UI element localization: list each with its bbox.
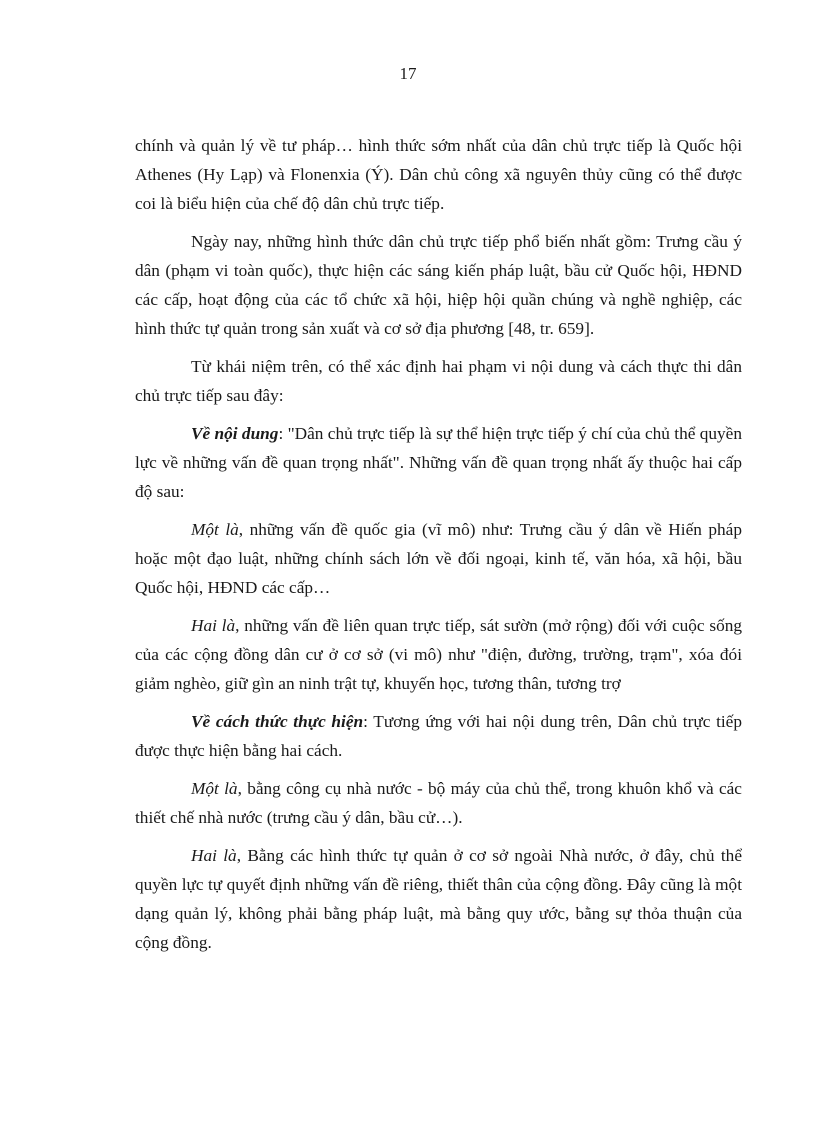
paragraph-lead: Về nội dung <box>191 424 279 443</box>
paragraph-first-method <box>135 774 742 832</box>
paragraph-scope-intro <box>135 352 742 410</box>
paragraph-text: , những vấn đề quốc gia (vĩ mô) như: Trưng cầu ý dân về Hiến pháp hoặc một đạo luật, những chính sách lớn về đối ngoại, kinh tế, văn hóa, xã hội, bầu Quốc hội, HĐND các cấp… <box>135 520 742 597</box>
paragraph-text: chính và quản lý về tư pháp… hình thức sớm nhất của dân chủ trực tiếp là Quốc hội Athenes (Hy Lạp) và Flonenxia (Ý). Dân chủ công xã nguyên thủy cũng có thể được coi là biểu hiện của chế độ dân chủ trực tiếp. <box>135 136 742 213</box>
paragraph-method-heading <box>135 707 742 765</box>
paragraph-text: , bằng công cụ nhà nước - bộ máy của chủ thể, trong khuôn khổ và các thiết chế nhà nước (trưng cầu ý dân, bầu cử…). <box>135 779 742 827</box>
paragraph-second-method <box>135 841 742 957</box>
paragraph-second-level <box>135 611 742 698</box>
paragraph-continuation <box>135 131 742 218</box>
paragraph-lead: Một là <box>191 520 239 539</box>
paragraph-lead: Một là <box>191 779 238 798</box>
paragraph-direct-democracy-forms <box>135 227 742 343</box>
paragraph-text: : Tương ứng với hai nội dung trên, Dân chủ trực tiếp được thực hiện bằng hai cách. <box>135 712 742 760</box>
paragraph-lead: Hai là <box>191 846 237 865</box>
paragraph-lead: Hai là <box>191 616 236 635</box>
paragraph-text: , những vấn đề liên quan trực tiếp, sát sườn (mở rộng) đối với cuộc sống của các cộng đồng dân cư ở cơ sở (vi mô) như "điện, đường, trường, trạm", xóa đói giảm nghèo, giữ gìn an ninh trật tự, khuyến học, tương thân, tương trợ <box>135 616 742 693</box>
paragraph-text: , Bằng các hình thức tự quản ở cơ sở ngoài Nhà nước, ở đây, chủ thể quyền lực tự quyết định những vấn đề riêng, thiết thân của cộng đồng. Đây cũng là một dạng quản lý, không phải bằng pháp luật, mà bằng quy ước, bằng sự thỏa thuận của cộng đồng. <box>135 846 742 952</box>
paragraph-lead: Về cách thức thực hiện <box>191 712 364 731</box>
document-body <box>135 131 742 966</box>
page-number: 17 <box>399 64 417 83</box>
paragraph-text: Từ khái niệm trên, có thể xác định hai phạm vi nội dung và cách thực thi dân chủ trực tiếp sau đây: <box>135 357 742 405</box>
paragraph-first-level <box>135 515 742 602</box>
paragraph-content-heading <box>135 419 742 506</box>
paragraph-text: : "Dân chủ trực tiếp là sự thể hiện trực tiếp ý chí của chủ thể quyền lực về những vấn đề quan trọng nhất". Những vấn đề quan trọng nhất ấy thuộc hai cấp độ sau: <box>135 424 742 501</box>
paragraph-text: Ngày nay, những hình thức dân chủ trực tiếp phổ biến nhất gồm: Trưng cầu ý dân (phạm vi toàn quốc), thực hiện các sáng kiến pháp luật, bầu cử Quốc hội, HĐND các cấp, hoạt động của các tổ chức xã hội, hiệp hội quần chúng và nghề nghiệp, các hình thức tự quản trong sản xuất và cơ sở địa phương [48, tr. 659]. <box>135 232 742 338</box>
